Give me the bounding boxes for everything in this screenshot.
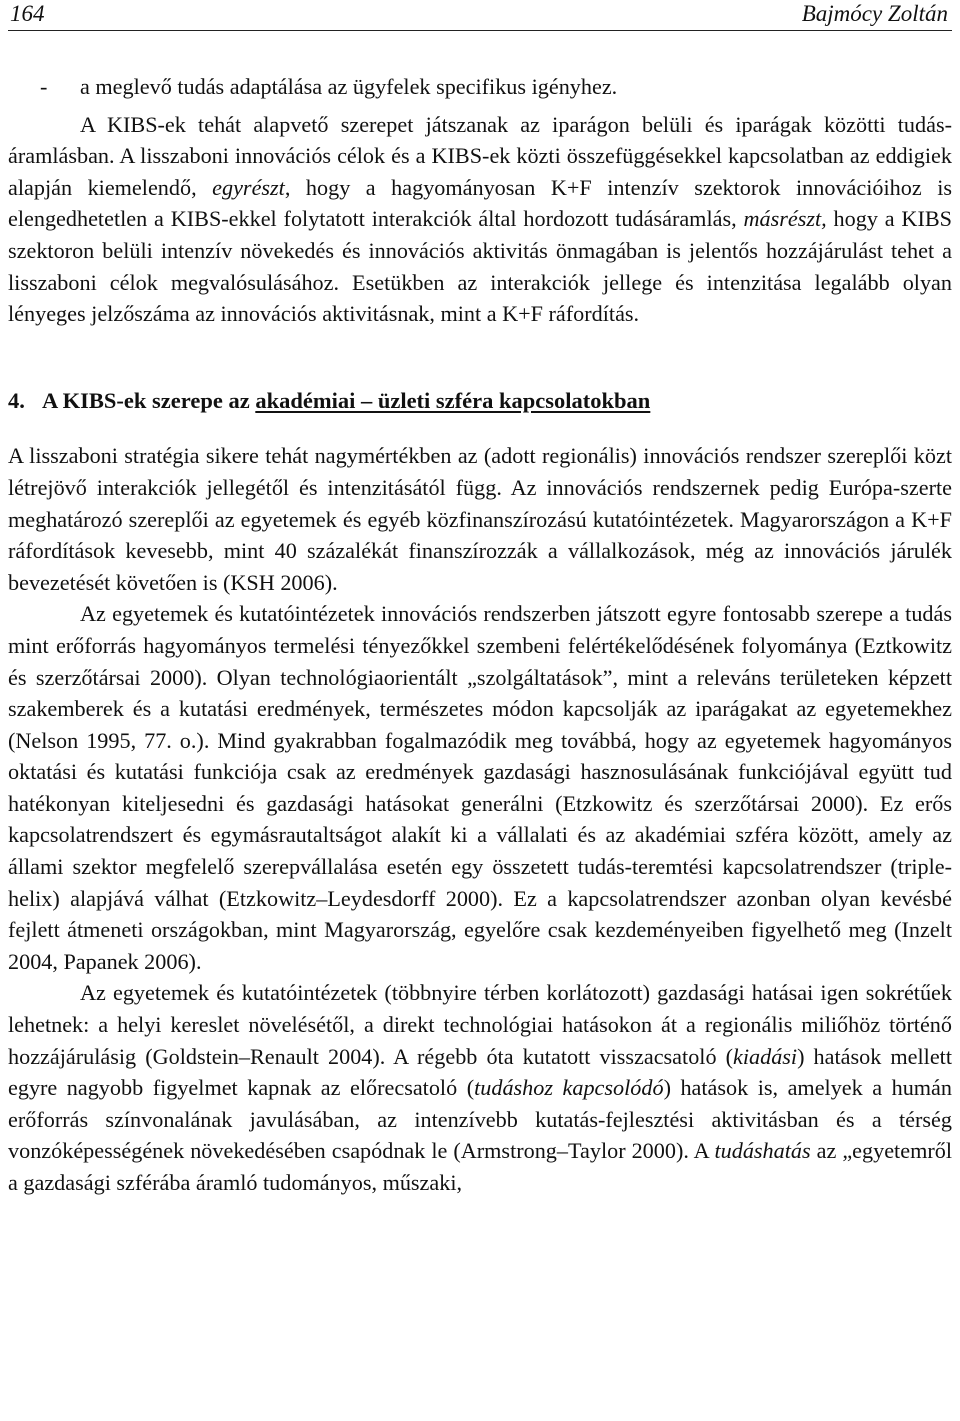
- paragraph-1: [8, 109, 952, 330]
- emphasis-masreszt: másrészt,: [743, 206, 827, 232]
- paragraph-1-part-a: A KIBS-ek tehát alapvető szerepet játszanak az iparágon belüli és iparágak közötti tudás-áramlásban. A lisszaboni innovációs célok és a KIBS-ek közti összefüggésekkel kapcsolatban az eddigiek alapján kiemelendő,: [8, 111, 952, 200]
- document-page: [8, 0, 952, 1199]
- section-number: 4.: [8, 387, 25, 413]
- section-title-underlined: akadémiai – üzleti szféra kapcsolatokban: [255, 387, 651, 413]
- paragraph-4-part-b: ) hatások mellett egyre nagyobb figyelmet kapnak az előrecsatoló (: [8, 1043, 952, 1101]
- emphasis-egyreszt: egyrészt: [212, 174, 285, 200]
- emphasis-tudashoz-kapcsolodo: tudáshoz kapcsolódó: [474, 1075, 664, 1101]
- paragraph-3: Az egyetemek és kutatóintézetek innovációs rendszerben játszott egyre fontosabb szerepe a tudás mint erőforrás hagyományos termelési tényezőkkel szembeni felértékelődésének folyománya (Eztkowitz és szerzőtársai 2000). Olyan technológiaorientált „szolgáltatások”, mint a releváns területeken képzett szakemberek és a kutatási eredmények, természetes módon kapcsolják az iparágakat az egyetemekhez (Nelson 1995, 77. o.). Mind gyakrabban fogalmazódik meg továbbá, hogy az egyetemek hagyományos oktatási és kutatási funkciója csak az eredmények gazdasági hasznosulásának funkciójával együtt tud hatékonyan kiteljesedni és gazdasági hatásokat generálni (Etzkowitz és szerzőtársai 2000). Ez erős kapcsolatrendszert és egymásrautaltságot alakít ki a vállalati és az akadémiai szféra között, amely az állami szektor megfelelő szerepvállalása esetén egy összetett tudás-teremtési kapcsolatrendszer (triple-helix) alapjává válhat (Etzkowitz–Leydesdorff 2000). Ez a kapcsolatrendszer azonban olyan kevésbé fejlett átmeneti országokban, mint Magyarország, egyelőre csak kezdeményeiben figyelhető meg (Inzelt 2004, Papanek 2006).: [8, 601, 952, 974]
- bullet-item: [8, 71, 952, 103]
- paragraph-1-part-c: hogy a KIBS szektoron belüli intenzív növekedés és innovációs aktivitás önmagában is jelentős hozzájárulást tehet a lisszaboni célok megvalósulásához. Esetükben az interakciók jellege és intenzitása legalább olyan lényeges jelzőszáma az innovációs aktivitásnak, mint a K+F ráfordítás.: [8, 206, 952, 327]
- bullet-dash: -: [40, 74, 48, 99]
- paragraph-4-part-c: ) hatások is, amelyek a humán erőforrás színvonalának javulásában, az intenzívebb kutatás-fejlesztési aktivitásban és a térség vonzóképességének növekedésében csapódnak le (Armstrong–Taylor 2000). A: [8, 1075, 952, 1164]
- body-text: [8, 71, 952, 1199]
- section-heading: [8, 385, 952, 417]
- bullet-text: a meglevő tudás adaptálása az ügyfelek specifikus igényhez.: [80, 74, 618, 99]
- page-number: 164: [10, 1, 45, 26]
- paragraph-2: A lisszaboni stratégia sikere tehát nagymértékben az (adott regionális) innovációs rendszer szereplői közt létrejövő interakciók jellegétől és intenzitásától függ. Az innovációs rendszernek pedig Európa-szerte meghatározó szereplői az egyetemek és egyéb közfinanszírozású kutatóintézetek. Magyarországon a K+F ráfordítások kevesebb, mint 40 százalékát finanszírozzák a vállalkozások, még az innovációs járulék bevezetését követően is (KSH 2006).: [8, 443, 952, 595]
- paragraph-4-part-d: az „egyetemről a gazdasági szférába áramló tudományos, műszaki,: [8, 1138, 952, 1195]
- page-header: [8, 0, 952, 31]
- emphasis-kiadasi: kiadási: [733, 1043, 798, 1069]
- paragraph-4: [8, 977, 952, 1198]
- emphasis-tudashatas: tudáshatás: [714, 1138, 811, 1164]
- running-head-author: Bajmócy Zoltán: [801, 1, 948, 26]
- paragraph-1-part-b: , hogy a hagyományosan K+F intenzív szektorok innovációihoz is elengedhetetlen a KIBS-ekkel folytatott interakciók által hordozott tudásáramlás,: [8, 174, 952, 232]
- paragraph-4-part-a: Az egyetemek és kutatóintézetek (többnyire térben korlátozott) gazdasági hatásai igen sokrétűek lehetnek: a helyi kereslet növelésétől, a direkt technológiai hatásokon át a regionális miliőhöz történő hozzájárulásig (Goldstein–Renault 2004). A régebb óta kutatott visszacsatoló (: [8, 980, 952, 1069]
- section-title-part-a: A KIBS-ek szerepe az: [42, 387, 256, 413]
